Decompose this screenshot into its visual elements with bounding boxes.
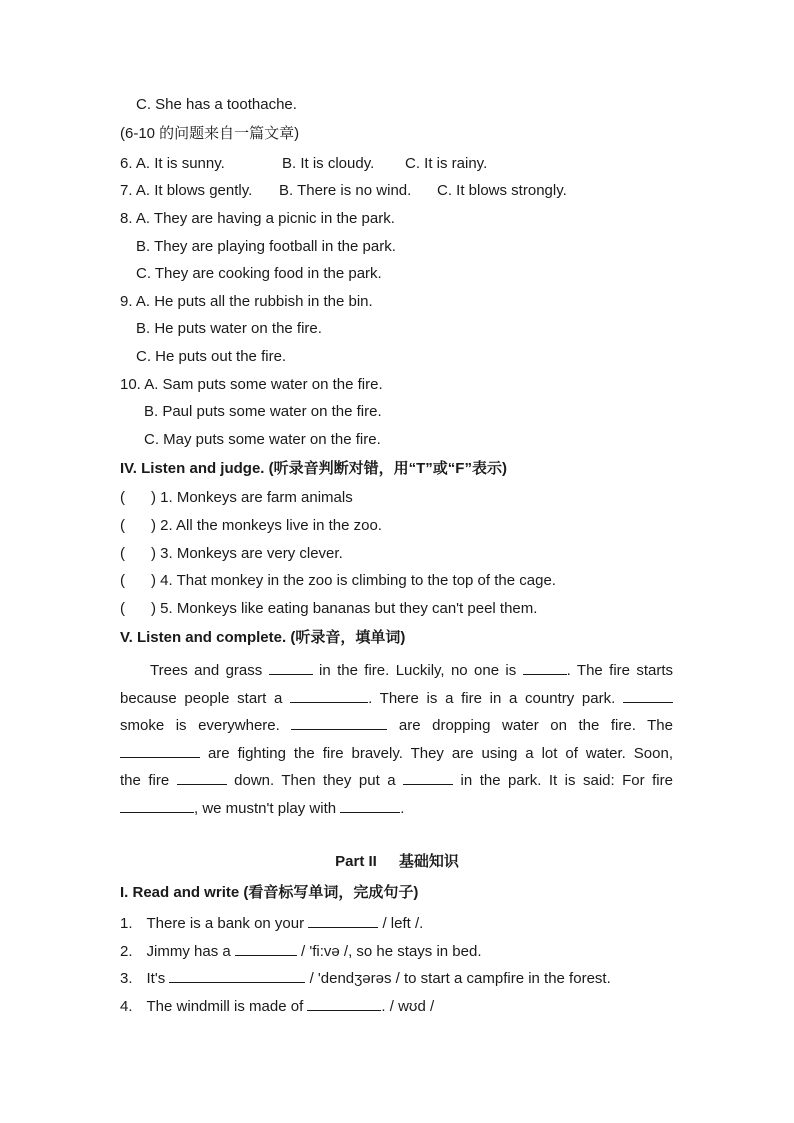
cloze-blank[interactable] bbox=[340, 798, 400, 813]
cloze-paragraph bbox=[120, 657, 673, 823]
judge-statement: ) 1. Monkeys are farm animals bbox=[151, 489, 353, 506]
q6-option-a: 6. A. It is sunny. bbox=[120, 155, 225, 172]
judge-item bbox=[120, 488, 353, 508]
answer-paren-open: ( bbox=[120, 517, 125, 534]
answer-paren-open: ( bbox=[120, 545, 125, 562]
q10-option-b: B. Paul puts some water on the fire. bbox=[144, 403, 382, 420]
part-2-section-1-heading: I. Read and write (看音标写单词，完成句子) bbox=[120, 884, 419, 901]
cloze-blank[interactable] bbox=[269, 660, 313, 675]
judge-statement: ) 4. That monkey in the zoo is climbing to the top of the cage. bbox=[151, 572, 556, 589]
answer-blank[interactable] bbox=[307, 996, 381, 1011]
q8-option-b: B. They are playing football in the park. bbox=[136, 238, 396, 255]
q10-option-c: C. May puts some water on the fire. bbox=[144, 431, 381, 448]
cloze-line: Trees and grass in the fire. Luckily, no one is . The fire starts bbox=[150, 662, 674, 679]
judge-item bbox=[120, 544, 343, 564]
phonetic-item: 4. The windmill is made of . / wʊd / bbox=[120, 998, 435, 1015]
answer-blank[interactable] bbox=[235, 941, 297, 956]
judge-statement: ) 5. Monkeys like eating bananas but they can't peel them. bbox=[151, 600, 538, 617]
cloze-blank[interactable] bbox=[120, 743, 200, 758]
cloze-line: smoke is everywhere. are dropping water on the fire. The bbox=[120, 717, 673, 735]
q7-option-c: C. It blows strongly. bbox=[437, 182, 567, 199]
cloze-blank[interactable] bbox=[523, 660, 567, 675]
cloze-line: are fighting the fire bravely. They are using a lot of water. Soon, bbox=[120, 740, 673, 768]
q5-option-c: C. She has a toothache. bbox=[136, 96, 297, 113]
cloze-line: because people start a . There is a fire in a country park. bbox=[120, 685, 673, 713]
cloze-line: the fire down. Then they put a in the park. It is said: For fire bbox=[120, 772, 673, 790]
q7-option-a: 7. A. It blows gently. bbox=[120, 182, 253, 199]
judge-item bbox=[120, 599, 537, 619]
cloze-blank[interactable] bbox=[177, 770, 227, 785]
phonetic-item: 3. It's / 'dendʒərəs / to start a campfire in the forest. bbox=[120, 970, 611, 987]
q9-option-a: 9. A. He puts all the rubbish in the bin. bbox=[120, 293, 373, 310]
q8-option-c: C. They are cooking food in the park. bbox=[136, 265, 382, 282]
section-5-heading: V. Listen and complete. (听录音，填单词) bbox=[120, 629, 406, 646]
judge-item bbox=[120, 571, 556, 591]
answer-paren-open: ( bbox=[120, 489, 125, 506]
part-2-title: Part II 基础知识 bbox=[335, 853, 459, 870]
q6-10-note: (6-10 的问题来自一篇文章) bbox=[120, 125, 300, 142]
q9-option-b: B. He puts water on the fire. bbox=[136, 320, 322, 337]
section-4-heading: IV. Listen and judge. (听录音判断对错，用“T”或“F”表示) bbox=[120, 460, 507, 477]
q8-option-a: 8. A. They are having a picnic in the park. bbox=[120, 210, 395, 227]
q6-option-b: B. It is cloudy. bbox=[282, 155, 375, 172]
cloze-blank[interactable] bbox=[403, 770, 453, 785]
answer-blank[interactable] bbox=[169, 968, 305, 983]
answer-paren-open: ( bbox=[120, 572, 125, 589]
judge-item bbox=[120, 516, 382, 536]
cloze-blank[interactable] bbox=[290, 688, 368, 703]
q7-option-b: B. There is no wind. bbox=[279, 182, 412, 199]
q10-option-a: 10. A. Sam puts some water on the fire. bbox=[120, 376, 383, 393]
answer-blank[interactable] bbox=[308, 913, 378, 928]
answer-paren-open: ( bbox=[120, 600, 125, 617]
cloze-blank[interactable] bbox=[291, 715, 387, 730]
judge-statement: ) 3. Monkeys are very clever. bbox=[151, 545, 343, 562]
phonetic-item: 1. There is a bank on your / left /. bbox=[120, 915, 424, 932]
q9-option-c: C. He puts out the fire. bbox=[136, 348, 287, 365]
phonetic-item: 2. Jimmy has a / 'fi:və /, so he stays in bed. bbox=[120, 943, 482, 960]
q6-option-c: C. It is rainy. bbox=[405, 155, 488, 172]
cloze-line: , we mustn't play with . bbox=[120, 795, 673, 823]
cloze-blank[interactable] bbox=[623, 688, 673, 703]
cloze-blank[interactable] bbox=[120, 798, 194, 813]
judge-statement: ) 2. All the monkeys live in the zoo. bbox=[151, 517, 382, 534]
